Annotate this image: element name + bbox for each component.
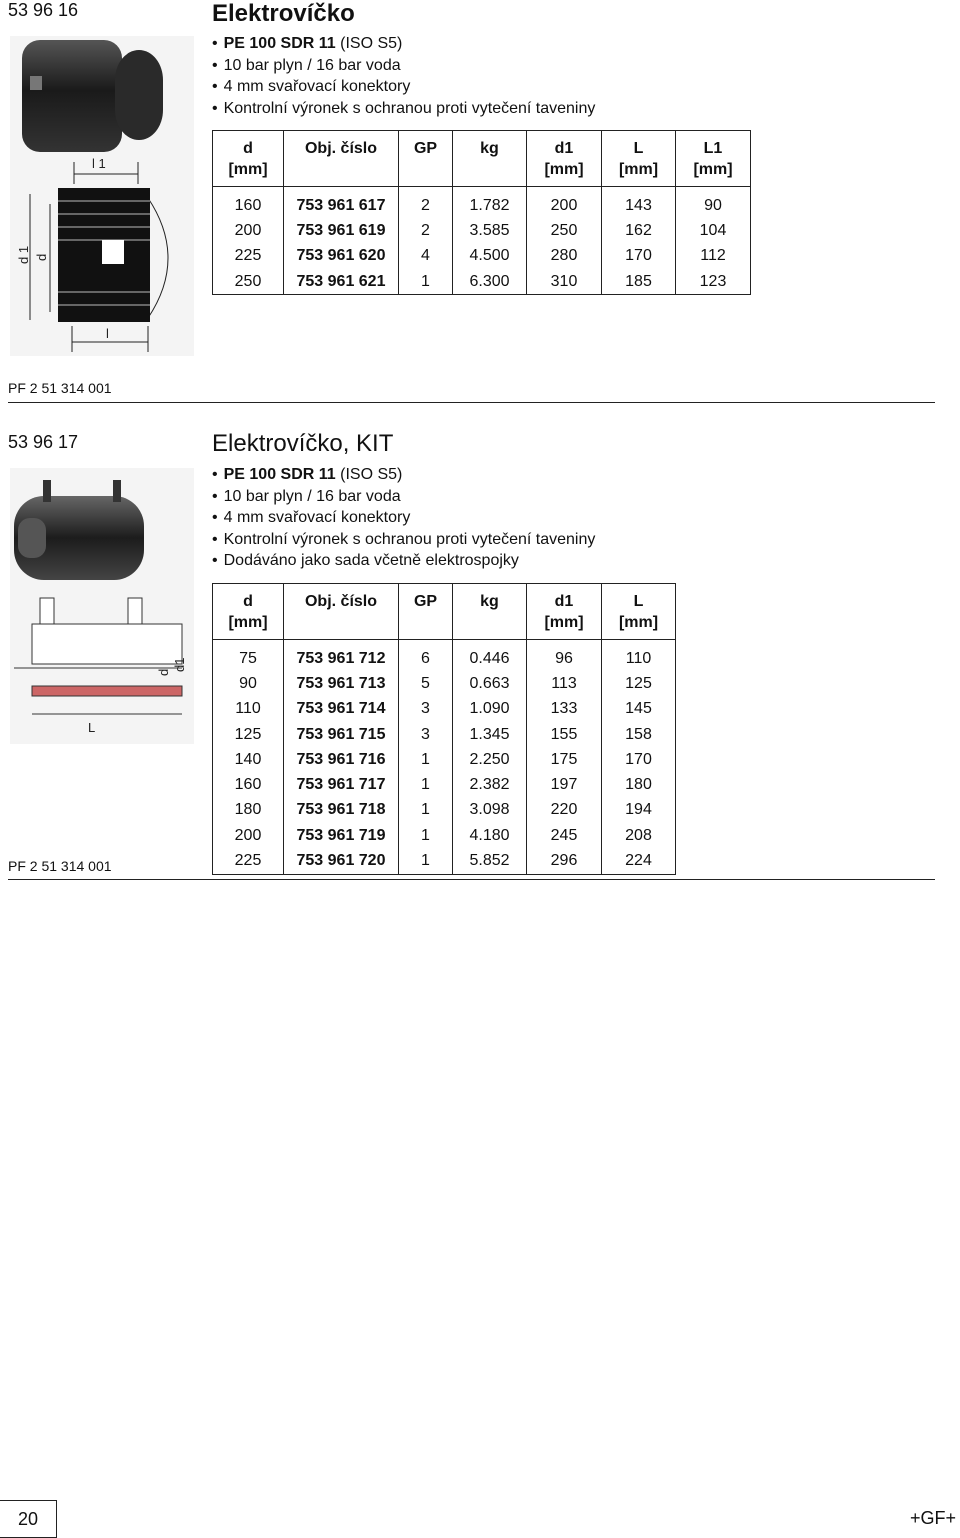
table-cell: 3 [399,722,453,747]
table-cell: 145 [602,697,676,722]
table-cell: 200 [213,218,284,243]
table-row [213,697,676,722]
table-cell: 90 [213,671,284,696]
table-cell: 0.446 [453,640,527,672]
feature-list [212,464,595,572]
table-row [213,722,676,747]
table-cell: 753 961 621 [284,269,399,295]
column-header: d1 [mm] [527,584,602,640]
table-cell: 753 961 617 [284,187,399,219]
table-cell: 200 [527,187,602,219]
table-cell: 125 [213,722,284,747]
table-cell: 3 [399,697,453,722]
product-title: Elektrovíčko, KIT [212,430,394,457]
table-cell: 310 [527,269,602,295]
table-cell: 2.382 [453,772,527,797]
column-header: kg [453,584,527,640]
table-cell: 110 [602,640,676,672]
table-cell: 250 [213,269,284,295]
table-cell: 753 961 720 [284,848,399,874]
table-cell: 2.250 [453,747,527,772]
table-cell: 6.300 [453,269,527,295]
column-header: L [mm] [602,131,676,187]
table-cell: 185 [602,269,676,295]
column-header: d [mm] [213,584,284,640]
table-cell: 225 [213,244,284,269]
table-row [213,187,751,219]
column-header: kg [453,131,527,187]
section-divider [8,879,935,880]
table-row [213,218,751,243]
table-row [213,640,676,672]
table-cell: 112 [676,244,751,269]
table-row [213,823,676,848]
column-header: L [mm] [602,584,676,640]
table-cell: 220 [527,798,602,823]
table-cell: 1.090 [453,697,527,722]
table-cell: 280 [527,244,602,269]
table-cell: 123 [676,269,751,295]
table-cell: 175 [527,747,602,772]
table-cell: 296 [527,848,602,874]
column-header: Obj. číslo [284,131,399,187]
table-cell: 143 [602,187,676,219]
drawing-label-L: L [88,720,96,735]
table-cell: 133 [527,697,602,722]
column-header: GP [399,584,453,640]
table-cell: 753 961 719 [284,823,399,848]
feature-item: • Dodáváno jako sada včetně elektrospojky [212,550,595,572]
page-number: 20 [0,1500,57,1538]
table-row [213,772,676,797]
table-cell: 170 [602,244,676,269]
table-cell: 1 [399,823,453,848]
table-row [213,798,676,823]
table-cell: 4.500 [453,244,527,269]
table-row [213,269,751,295]
table-cell: 1 [399,772,453,797]
table-cell: 2 [399,218,453,243]
feature-item: • 10 bar plyn / 16 bar voda [212,55,595,77]
product-code: 53 96 17 [8,432,79,452]
drawing-label-d1: d1 [172,657,187,672]
table-cell: 753 961 714 [284,697,399,722]
table-row [213,244,751,269]
drawing-label-l1: l 1 [92,156,106,171]
table-cell: 2 [399,187,453,219]
table-cell: 753 961 619 [284,218,399,243]
table-cell: 225 [213,848,284,874]
feature-item: • PE 100 SDR 11 (ISO S5) [212,464,595,486]
table-cell: 753 961 713 [284,671,399,696]
table-cell: 1 [399,848,453,874]
table-cell: 155 [527,722,602,747]
table-cell: 170 [602,747,676,772]
table-cell: 245 [527,823,602,848]
drawing-label-l: l [106,326,109,341]
brand-logo: +GF+ [909,1508,956,1528]
table-cell: 1.345 [453,722,527,747]
table-cell: 753 961 717 [284,772,399,797]
table-cell: 3.098 [453,798,527,823]
table-cell: 0.663 [453,671,527,696]
column-header: GP [399,131,453,187]
table-cell: 160 [213,187,284,219]
table-row [213,747,676,772]
feature-item: • PE 100 SDR 11 (ISO S5) [212,33,595,55]
table-cell: 6 [399,640,453,672]
table-cell: 197 [527,772,602,797]
table-cell: 110 [213,697,284,722]
table-cell: 75 [213,640,284,672]
feature-item: • 4 mm svařovací konektory [212,76,595,98]
table-cell: 104 [676,218,751,243]
table-cell: 180 [602,772,676,797]
drawing-label-d: d [156,668,171,676]
feature-item: • 4 mm svařovací konektory [212,507,595,529]
table-cell: 140 [213,747,284,772]
table-cell: 194 [602,798,676,823]
table-cell: 162 [602,218,676,243]
pf-number: PF 2 51 314 001 [8,858,112,874]
table-cell: 250 [527,218,602,243]
table-cell: 3.585 [453,218,527,243]
table-cell: 753 961 712 [284,640,399,672]
table-cell: 5.852 [453,848,527,874]
drawing-label-d1: d 1 [16,245,31,264]
table-cell: 224 [602,848,676,874]
product-code: 53 96 16 [8,0,79,20]
product-image [10,36,194,356]
feature-item: • Kontrolní výronek s ochranou proti vytečení taveniny [212,98,595,120]
table-cell: 4.180 [453,823,527,848]
product-title: Elektrovíčko [212,0,355,27]
column-header: d1 [mm] [527,131,602,187]
table-cell: 160 [213,772,284,797]
table-cell: 180 [213,798,284,823]
feature-item: • 10 bar plyn / 16 bar voda [212,486,595,508]
table-cell: 158 [602,722,676,747]
pf-number: PF 2 51 314 001 [8,380,112,396]
section-divider [8,402,935,403]
column-header: d [mm] [213,131,284,187]
table-cell: 96 [527,640,602,672]
table-cell: 208 [602,823,676,848]
table-cell: 753 961 715 [284,722,399,747]
table-cell: 4 [399,244,453,269]
feature-item: • Kontrolní výronek s ochranou proti vytečení taveniny [212,529,595,551]
spec-table [212,130,751,295]
table-cell: 1.782 [453,187,527,219]
table-cell: 1 [399,798,453,823]
column-header: Obj. číslo [284,584,399,640]
table-row [213,848,676,874]
table-cell: 90 [676,187,751,219]
spec-table [212,583,676,875]
table-cell: 113 [527,671,602,696]
table-cell: 200 [213,823,284,848]
drawing-label-d: d [34,253,49,261]
product-image [10,468,194,744]
table-cell: 753 961 716 [284,747,399,772]
table-row [213,671,676,696]
table-cell: 753 961 620 [284,244,399,269]
table-cell: 5 [399,671,453,696]
column-header: L1 [mm] [676,131,751,187]
table-cell: 753 961 718 [284,798,399,823]
table-cell: 1 [399,747,453,772]
feature-list [212,33,595,119]
table-cell: 1 [399,269,453,295]
table-cell: 125 [602,671,676,696]
